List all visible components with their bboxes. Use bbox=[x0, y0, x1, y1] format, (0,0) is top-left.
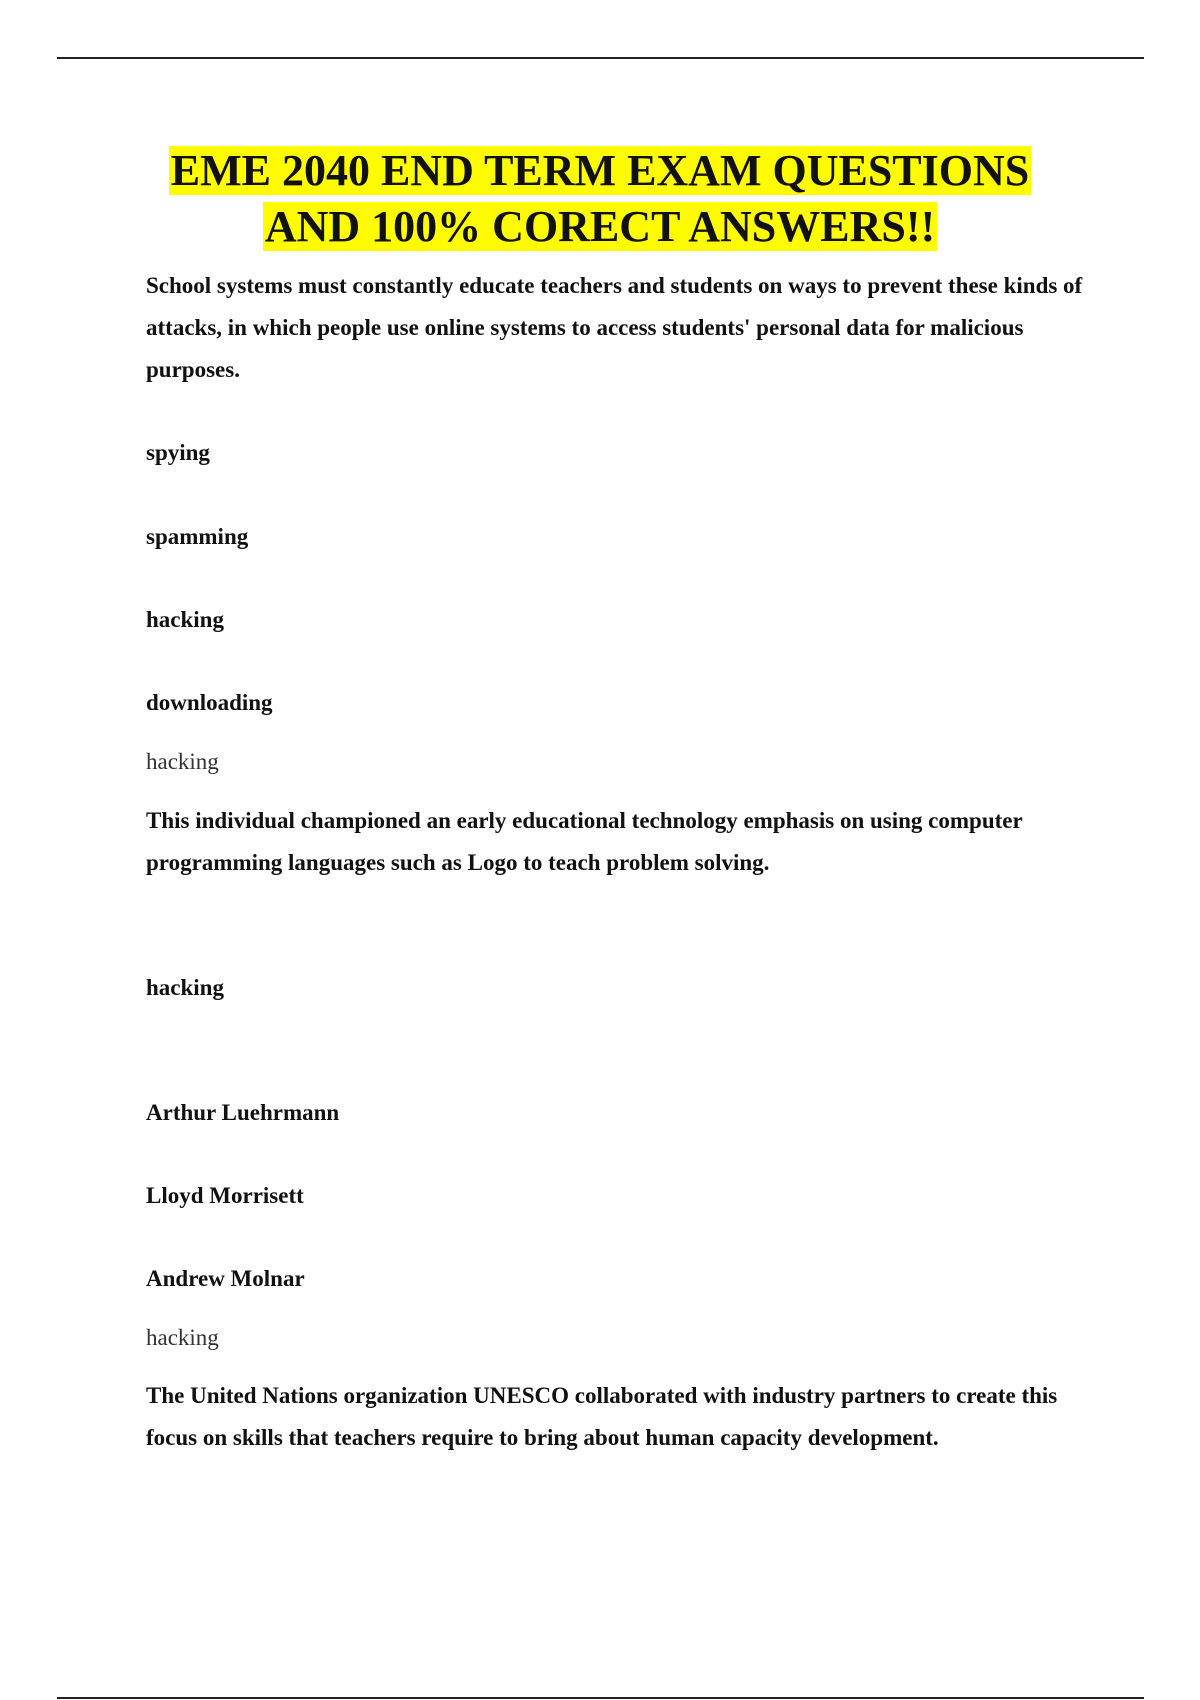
question-1-answer: hacking bbox=[146, 749, 219, 774]
question-2-option-2: Arthur Luehrmann bbox=[146, 1100, 340, 1125]
title-line-2: AND 100% CORECT ANSWERS!! bbox=[264, 202, 936, 251]
page-title bbox=[0, 143, 1200, 255]
question-2-option-3: Lloyd Morrisett bbox=[146, 1183, 304, 1208]
question-1-option-3: hacking bbox=[146, 607, 224, 632]
question-3-text: The United Nations organization UNESCO collaborated with industry partners to create this focus on skills that teachers require to bring about human capacity development. bbox=[146, 1383, 1058, 1450]
question-2-option-4: Andrew Molnar bbox=[146, 1266, 305, 1291]
question-1-text: School systems must constantly educate teachers and students on ways to prevent these kinds of attacks, in which people use online systems to access students' personal data for malicious purposes. bbox=[146, 273, 1083, 382]
top-rule bbox=[57, 57, 1144, 59]
title-line-1: EME 2040 END TERM EXAM QUESTIONS bbox=[170, 146, 1030, 195]
question-1-option-1: spying bbox=[146, 440, 210, 465]
question-2-text: This individual championed an early educational technology emphasis on using computer programming languages such as Logo to teach problem solving. bbox=[146, 808, 1023, 875]
question-2-option-1: hacking bbox=[146, 975, 224, 1000]
question-1-option-4: downloading bbox=[146, 690, 273, 715]
bottom-rule bbox=[57, 1697, 1144, 1699]
question-2-answer: hacking bbox=[146, 1325, 219, 1350]
question-1-option-2: spamming bbox=[146, 524, 249, 549]
